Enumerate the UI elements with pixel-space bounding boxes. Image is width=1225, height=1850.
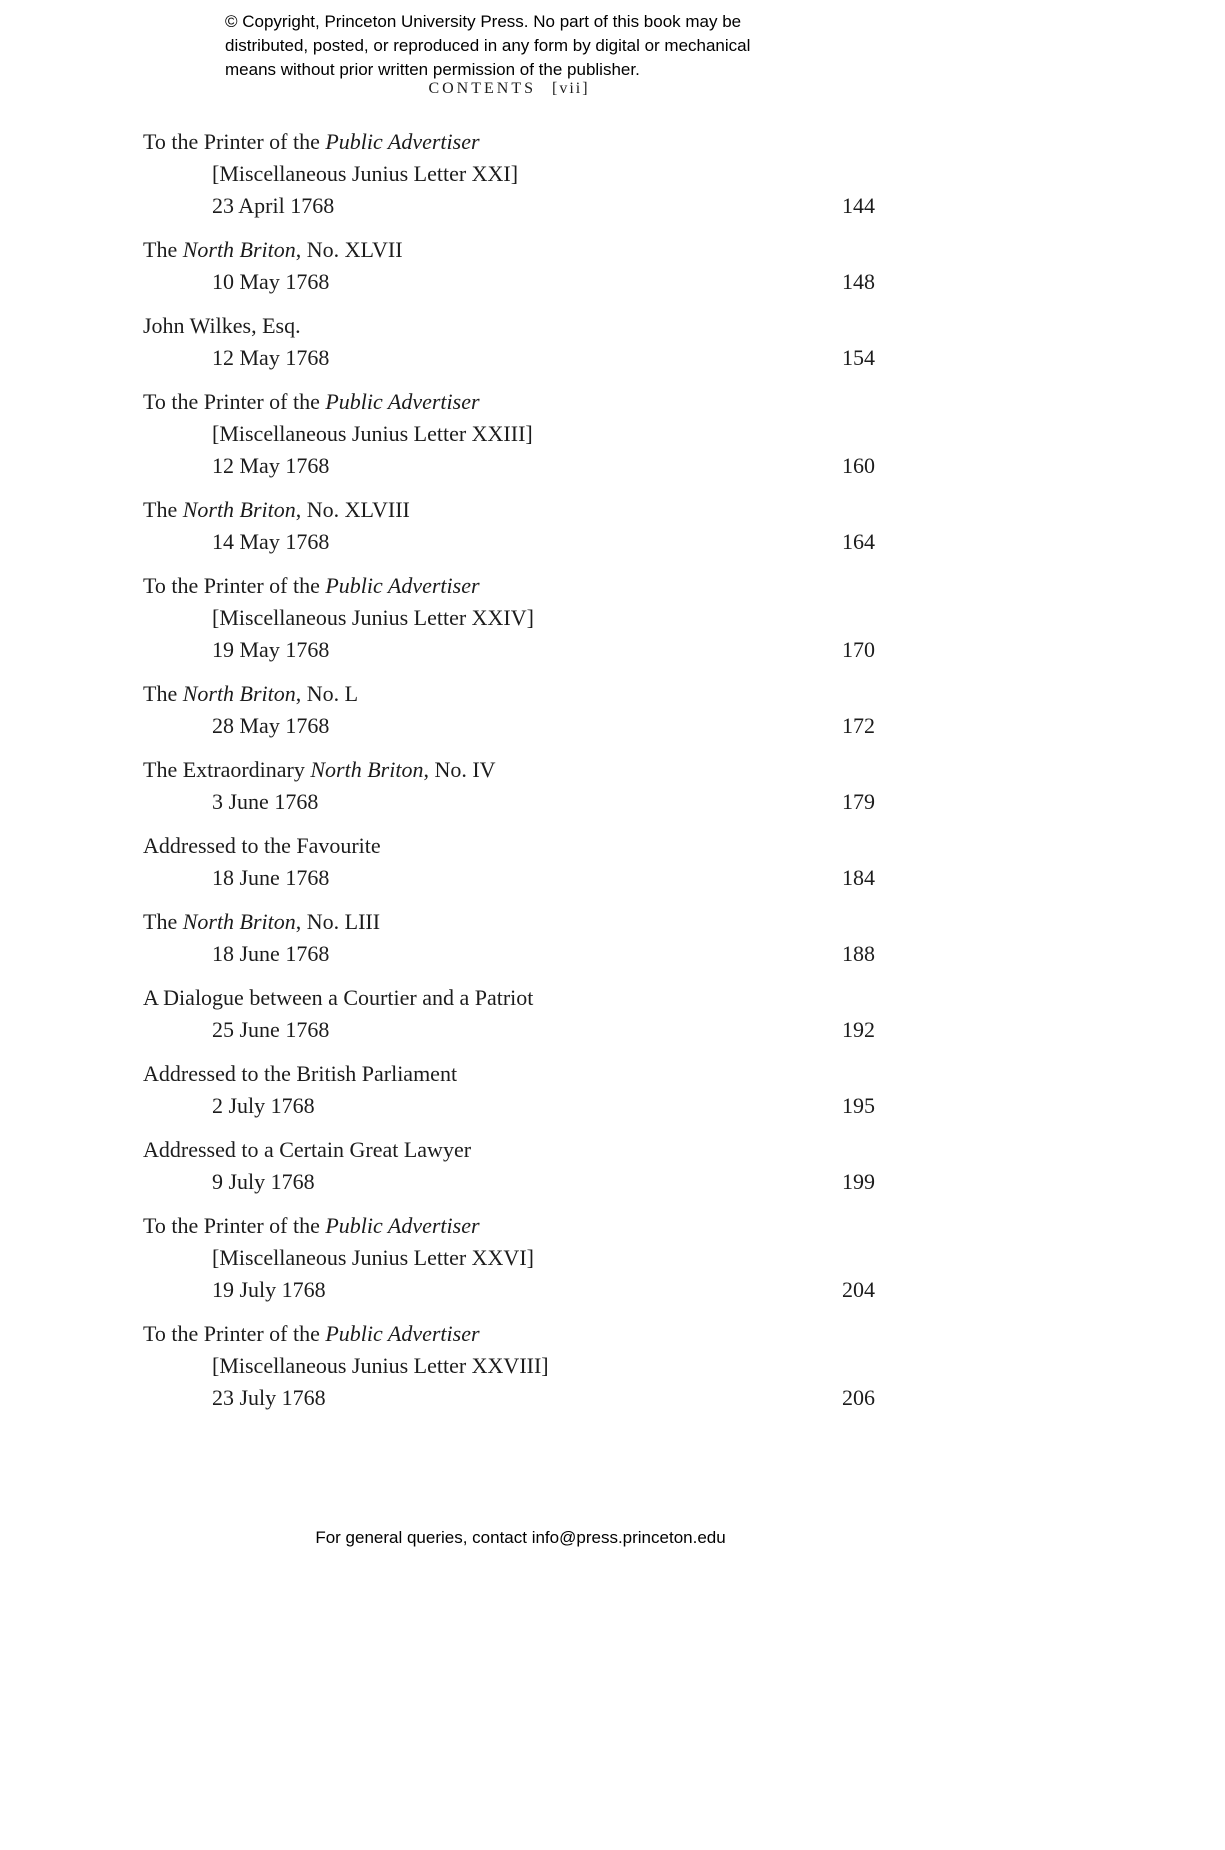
entry-date: 23 July 1768 [212,1385,326,1410]
entry-subtitle: [Miscellaneous Junius Letter XXIV] [212,605,534,630]
copyright-notice [225,10,750,82]
toc-entry [143,830,875,894]
entry-page-number: 206 [842,1385,875,1410]
entry-title-segment: To the Printer of the [143,1213,326,1238]
entry-page-number: 195 [842,1093,875,1118]
entry-title-italic-segment: Public Advertiser [325,573,480,598]
entry-title [143,1058,875,1090]
entry-page-number: 154 [842,345,875,370]
entry-title [143,830,875,862]
toc-entry [143,1210,875,1306]
entry-title [143,494,875,526]
entry-title-segment: Addressed to a Certain Great Lawyer [143,1137,472,1162]
toc-entry [143,1318,875,1414]
entry-title [143,906,875,938]
entry-title-segment: , No. XLVIII [295,497,410,522]
entry-subtitle: [Miscellaneous Junius Letter XXI] [212,161,519,186]
entry-title-segment: To the Printer of the [143,1321,326,1346]
entry-title-segment: The [143,681,183,706]
copyright-line: © Copyright, Princeton University Press. No part of this book may be [225,12,742,31]
entry-page-number: 199 [842,1169,875,1194]
entry-title-segment: Addressed to the British Parliament [143,1061,458,1086]
entry-title [143,1134,875,1166]
entry-title-segment: , No. XLVII [295,237,403,262]
entry-date-row [143,526,875,558]
entry-date-row [143,1014,875,1046]
entry-date: 12 May 1768 [212,453,330,478]
entry-subtitle: [Miscellaneous Junius Letter XXVI] [212,1245,534,1270]
toc-list [143,126,875,1426]
entry-date: 18 June 1768 [212,865,330,890]
entry-page-number: 204 [842,1277,875,1302]
entry-title-italic-segment: North Briton [182,681,296,706]
entry-title-italic-segment: North Briton [182,497,296,522]
entry-title-segment: , No. IV [423,757,496,782]
entry-date: 3 June 1768 [212,789,319,814]
entry-title-segment: To the Printer of the [143,389,326,414]
entry-date-row [143,1274,875,1306]
entry-title-italic-segment: Public Advertiser [325,129,480,154]
toc-entry [143,234,875,298]
entry-title-segment: The [143,237,183,262]
entry-date-row [143,710,875,742]
entry-title-segment: The Extraordinary [143,757,311,782]
entry-page-number: 164 [842,529,875,554]
entry-page-number: 172 [842,713,875,738]
entry-date: 9 July 1768 [212,1169,315,1194]
toc-entry [143,494,875,558]
entry-title-italic-segment: North Briton [310,757,424,782]
entry-page-number: 144 [842,193,875,218]
entry-page-number: 160 [842,453,875,478]
entry-date: 2 July 1768 [212,1093,315,1118]
entry-title-segment: The [143,497,183,522]
entry-date-row [143,190,875,222]
entry-title-segment: A Dialogue between a Courtier and a Patriot [143,985,534,1010]
entry-title [143,1210,875,1242]
entry-date: 10 May 1768 [212,269,330,294]
entry-page-number: 188 [842,941,875,966]
entry-title-segment: To the Printer of the [143,573,326,598]
entry-subtitle: [Miscellaneous Junius Letter XXIII] [212,421,533,446]
entry-date-row [143,634,875,666]
entry-title [143,754,875,786]
toc-entry [143,678,875,742]
entry-date: 18 June 1768 [212,941,330,966]
entry-date: 12 May 1768 [212,345,330,370]
copyright-line: distributed, posted, or reproduced in any form by digital or mechanical [225,36,751,55]
entry-date: 14 May 1768 [212,529,330,554]
entry-title-segment: John Wilkes, Esq. [143,313,301,338]
entry-title-segment: The [143,909,183,934]
entry-date-row [143,938,875,970]
entry-page-number: 184 [842,865,875,890]
footer-contact-note: For general queries, contact info@press.princeton.edu [315,1528,726,1547]
entry-title-italic-segment: Public Advertiser [325,389,480,414]
entry-title-segment: Addressed to the Favourite [143,833,381,858]
entry-title-italic-segment: Public Advertiser [325,1321,480,1346]
toc-entry [143,982,875,1046]
entry-date: 25 June 1768 [212,1017,330,1042]
entry-date: 23 April 1768 [212,193,335,218]
entry-subtitle: [Miscellaneous Junius Letter XXVIII] [212,1353,549,1378]
entry-title [143,386,875,418]
toc-entry [143,126,875,222]
running-head [143,80,875,98]
toc-entry [143,906,875,970]
entry-page-number: 192 [842,1017,875,1042]
entry-title-segment: To the Printer of the [143,129,326,154]
entry-date-row [143,786,875,818]
entry-title [143,310,875,342]
entry-title-italic-segment: North Briton [182,909,296,934]
entry-title-segment: , No. L [295,681,359,706]
toc-entry [143,570,875,666]
toc-entry [143,386,875,482]
entry-title-segment: , No. LIII [295,909,381,934]
entry-date: 19 July 1768 [212,1277,326,1302]
folio-page-marker: [vii] [552,80,590,97]
entry-title [143,982,875,1014]
toc-entry [143,1134,875,1198]
entry-title-italic-segment: Public Advertiser [325,1213,480,1238]
entry-page-number: 148 [842,269,875,294]
entry-page-number: 170 [842,637,875,662]
entry-date-row [143,266,875,298]
entry-date-row [143,450,875,482]
entry-date-row [143,1090,875,1122]
contents-heading: CONTENTS [428,80,536,97]
toc-entry [143,310,875,374]
entry-page-number: 179 [842,789,875,814]
entry-title [143,234,875,266]
entry-date-row [143,342,875,374]
entry-date-row [143,862,875,894]
entry-date-row [143,1166,875,1198]
entry-title [143,570,875,602]
entry-title [143,1318,875,1350]
entry-date: 28 May 1768 [212,713,330,738]
entry-title [143,126,875,158]
toc-entry [143,754,875,818]
copyright-line: means without prior written permission of the publisher. [225,60,640,79]
entry-date-row [143,1382,875,1414]
toc-entry [143,1058,875,1122]
entry-title [143,678,875,710]
entry-date: 19 May 1768 [212,637,330,662]
entry-title-italic-segment: North Briton [182,237,296,262]
